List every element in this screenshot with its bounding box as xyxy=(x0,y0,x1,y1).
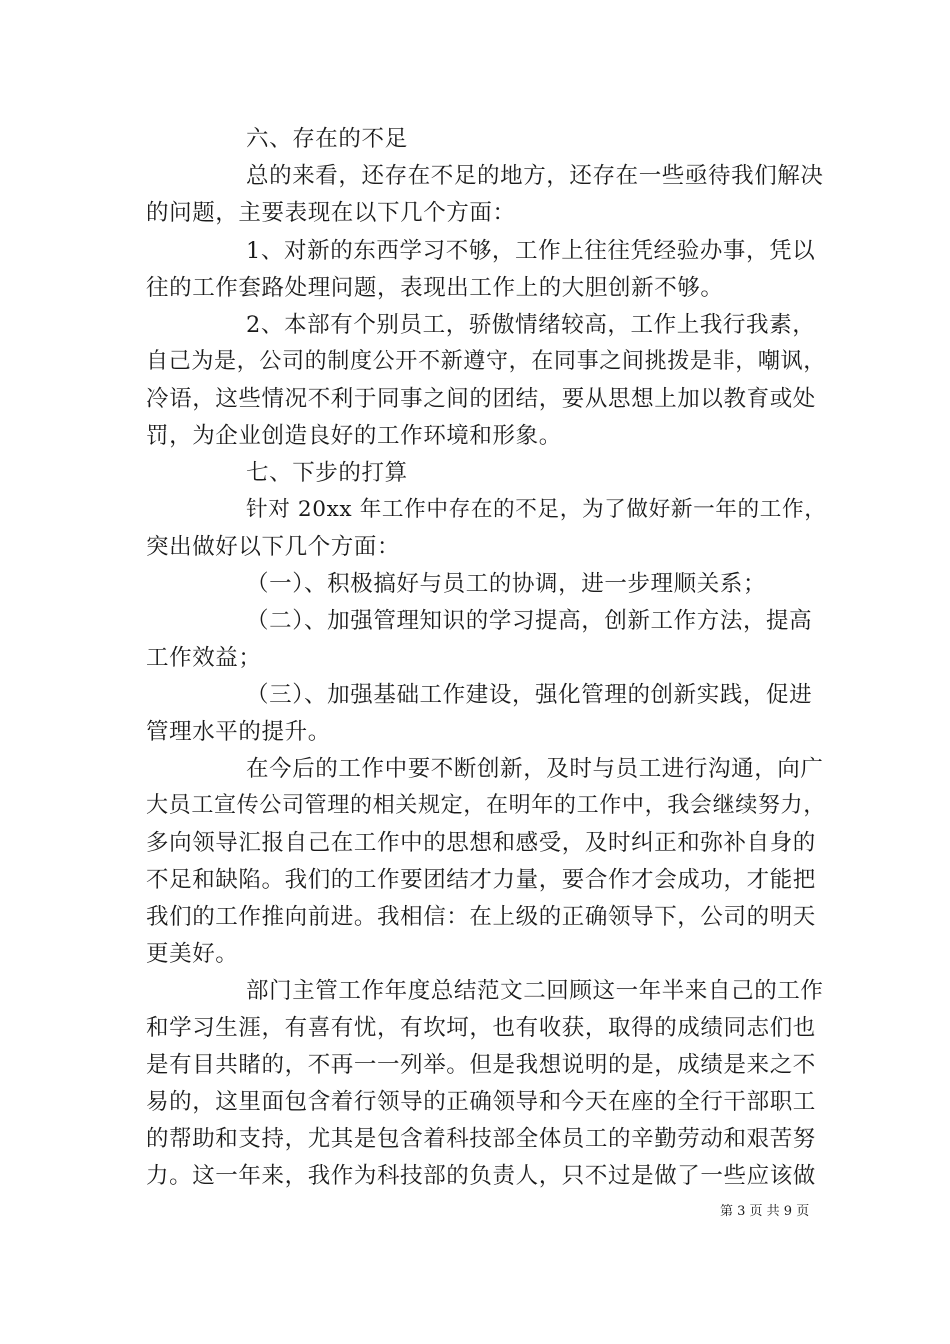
paragraph-line: （一）、积极搞好与员工的协调，进一步理顺关系； xyxy=(246,571,767,597)
paragraph-line: 管理水平的提升。 xyxy=(146,719,331,745)
paragraph-line: 自己为是，公司的制度公开不新遵守，在同事之间挑拨是非，嘲讽， xyxy=(146,349,826,374)
section-heading-shortcomings: 六、存在的不足 xyxy=(246,126,408,152)
paragraph-line: （三）、加强基础工作建设，强化管理的创新实践，促进 xyxy=(246,682,813,708)
paragraph-line: 总的来看，还存在不足的地方，还存在一些亟待我们解决 xyxy=(246,163,824,189)
paragraph-line: 的问题，主要表现在以下几个方面： xyxy=(146,200,516,226)
paragraph-line: 部门主管工作年度总结范文二回顾这一年半来自己的工作 xyxy=(246,978,824,1004)
paragraph-line: （二）、加强管理知识的学习提高，创新工作方法，提高 xyxy=(246,608,813,634)
paragraph-line: 往的工作套路处理问题，表现出工作上的大胆创新不够。 xyxy=(146,275,724,301)
paragraph-line: 冷语，这些情况不利于同事之间的团结，要从思想上加以教育或处 xyxy=(146,386,816,412)
paragraph-line: 我们的工作推向前进。我相信：在上级的正确领导下，公司的明天 xyxy=(146,904,816,930)
paragraph-line: 工作效益； xyxy=(146,645,262,671)
paragraph-line: 突出做好以下几个方面： xyxy=(146,534,401,560)
paragraph-line: 大员工宣传公司管理的相关规定，在明年的工作中，我会继续努力， xyxy=(146,793,826,818)
paragraph-line: 更美好。 xyxy=(146,941,239,967)
paragraph-line: 多向领导汇报自己在工作中的思想和感受，及时纠正和弥补自身的 xyxy=(146,830,816,856)
paragraph-line: 1、对新的东西学习不够，工作上往往凭经验办事，凭以 xyxy=(246,238,816,264)
paragraph-line: 在今后的工作中要不断创新，及时与员工进行沟通，向广 xyxy=(246,756,824,782)
page-number: 第 3 页 共 9 页 xyxy=(720,1204,810,1219)
paragraph-line: 和学习生涯，有喜有忧，有坎坷，也有收获，取得的成绩同志们也 xyxy=(146,1015,816,1041)
paragraph-line: 是有目共睹的，不再一一列举。但是我想说明的是，成绩是来之不 xyxy=(146,1052,816,1078)
paragraph-line: 不足和缺陷。我们的工作要团结才力量，要合作才会成功，才能把 xyxy=(146,867,816,893)
section-heading-next-steps: 七、下步的打算 xyxy=(246,460,408,486)
paragraph-line: 2、本部有个别员工，骄傲情绪较高，工作上我行我素， xyxy=(246,312,816,338)
paragraph-line: 力。这一年来，我作为科技部的负责人，只不过是做了一些应该做 xyxy=(146,1163,816,1189)
paragraph-line: 的帮助和支持，尤其是包含着科技部全体员工的辛勤劳动和艰苦努 xyxy=(146,1126,816,1152)
paragraph-line: 罚，为企业创造良好的工作环境和形象。 xyxy=(146,423,562,449)
paragraph-line: 针对 20xx 年工作中存在的不足，为了做好新一年的工作， xyxy=(246,497,827,522)
paragraph-line: 易的，这里面包含着行领导的正确领导和今天在座的全行干部职工 xyxy=(146,1089,816,1115)
